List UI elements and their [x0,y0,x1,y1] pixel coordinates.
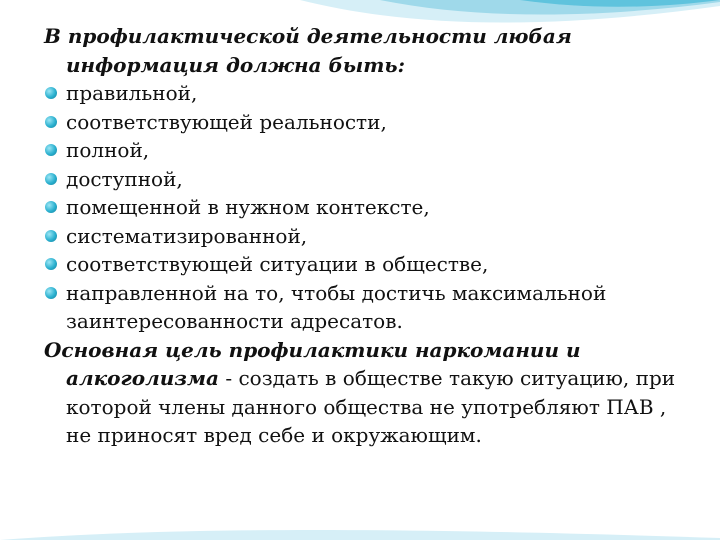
bullet-circle-icon [45,230,57,242]
list-item-text: направленной на то, чтобы достичь максимальной заинтересованности адресатов. [66,280,607,333]
list-item-text: соответствующей ситуации в обществе, [66,252,489,276]
bullet-circle-icon [45,173,57,185]
list-item-text: доступной, [66,166,183,191]
conclusion-text: - создать в обществе такую ситуацию, при которой члены данного общества не употребляют ПАВ , не приносят вред себе и окружающим. [66,366,676,447]
list-item [44,222,684,251]
bullet-circle-icon [45,258,57,270]
conclusion-paragraph [44,336,684,450]
list-item-text: помещенной в нужном контексте, [66,195,430,219]
list-item [44,79,684,108]
list-item [44,279,684,336]
bullet-list [44,79,684,336]
slide-heading: В профилактической деятельности любая информация должна быть: [44,24,572,77]
list-item [44,136,684,165]
list-item [44,250,684,279]
slide-content [44,22,684,450]
bullet-circle-icon [45,87,57,99]
list-item [44,108,684,137]
conclusion-lead: Основная цель профилактики наркомании и алкоголизма [44,337,581,390]
list-item-text: соответствующей реальности, [66,109,387,134]
list-item-text: правильной, [66,81,198,105]
list-item-text: систематизированной, [66,223,308,248]
bottom-wave-decoration [0,516,720,540]
list-item [44,193,684,222]
bullet-circle-icon [45,144,57,156]
bullet-circle-icon [45,287,57,299]
bullet-circle-icon [45,116,57,128]
list-item-text: полной, [66,138,150,162]
bullet-circle-icon [45,201,57,213]
list-item [44,165,684,194]
